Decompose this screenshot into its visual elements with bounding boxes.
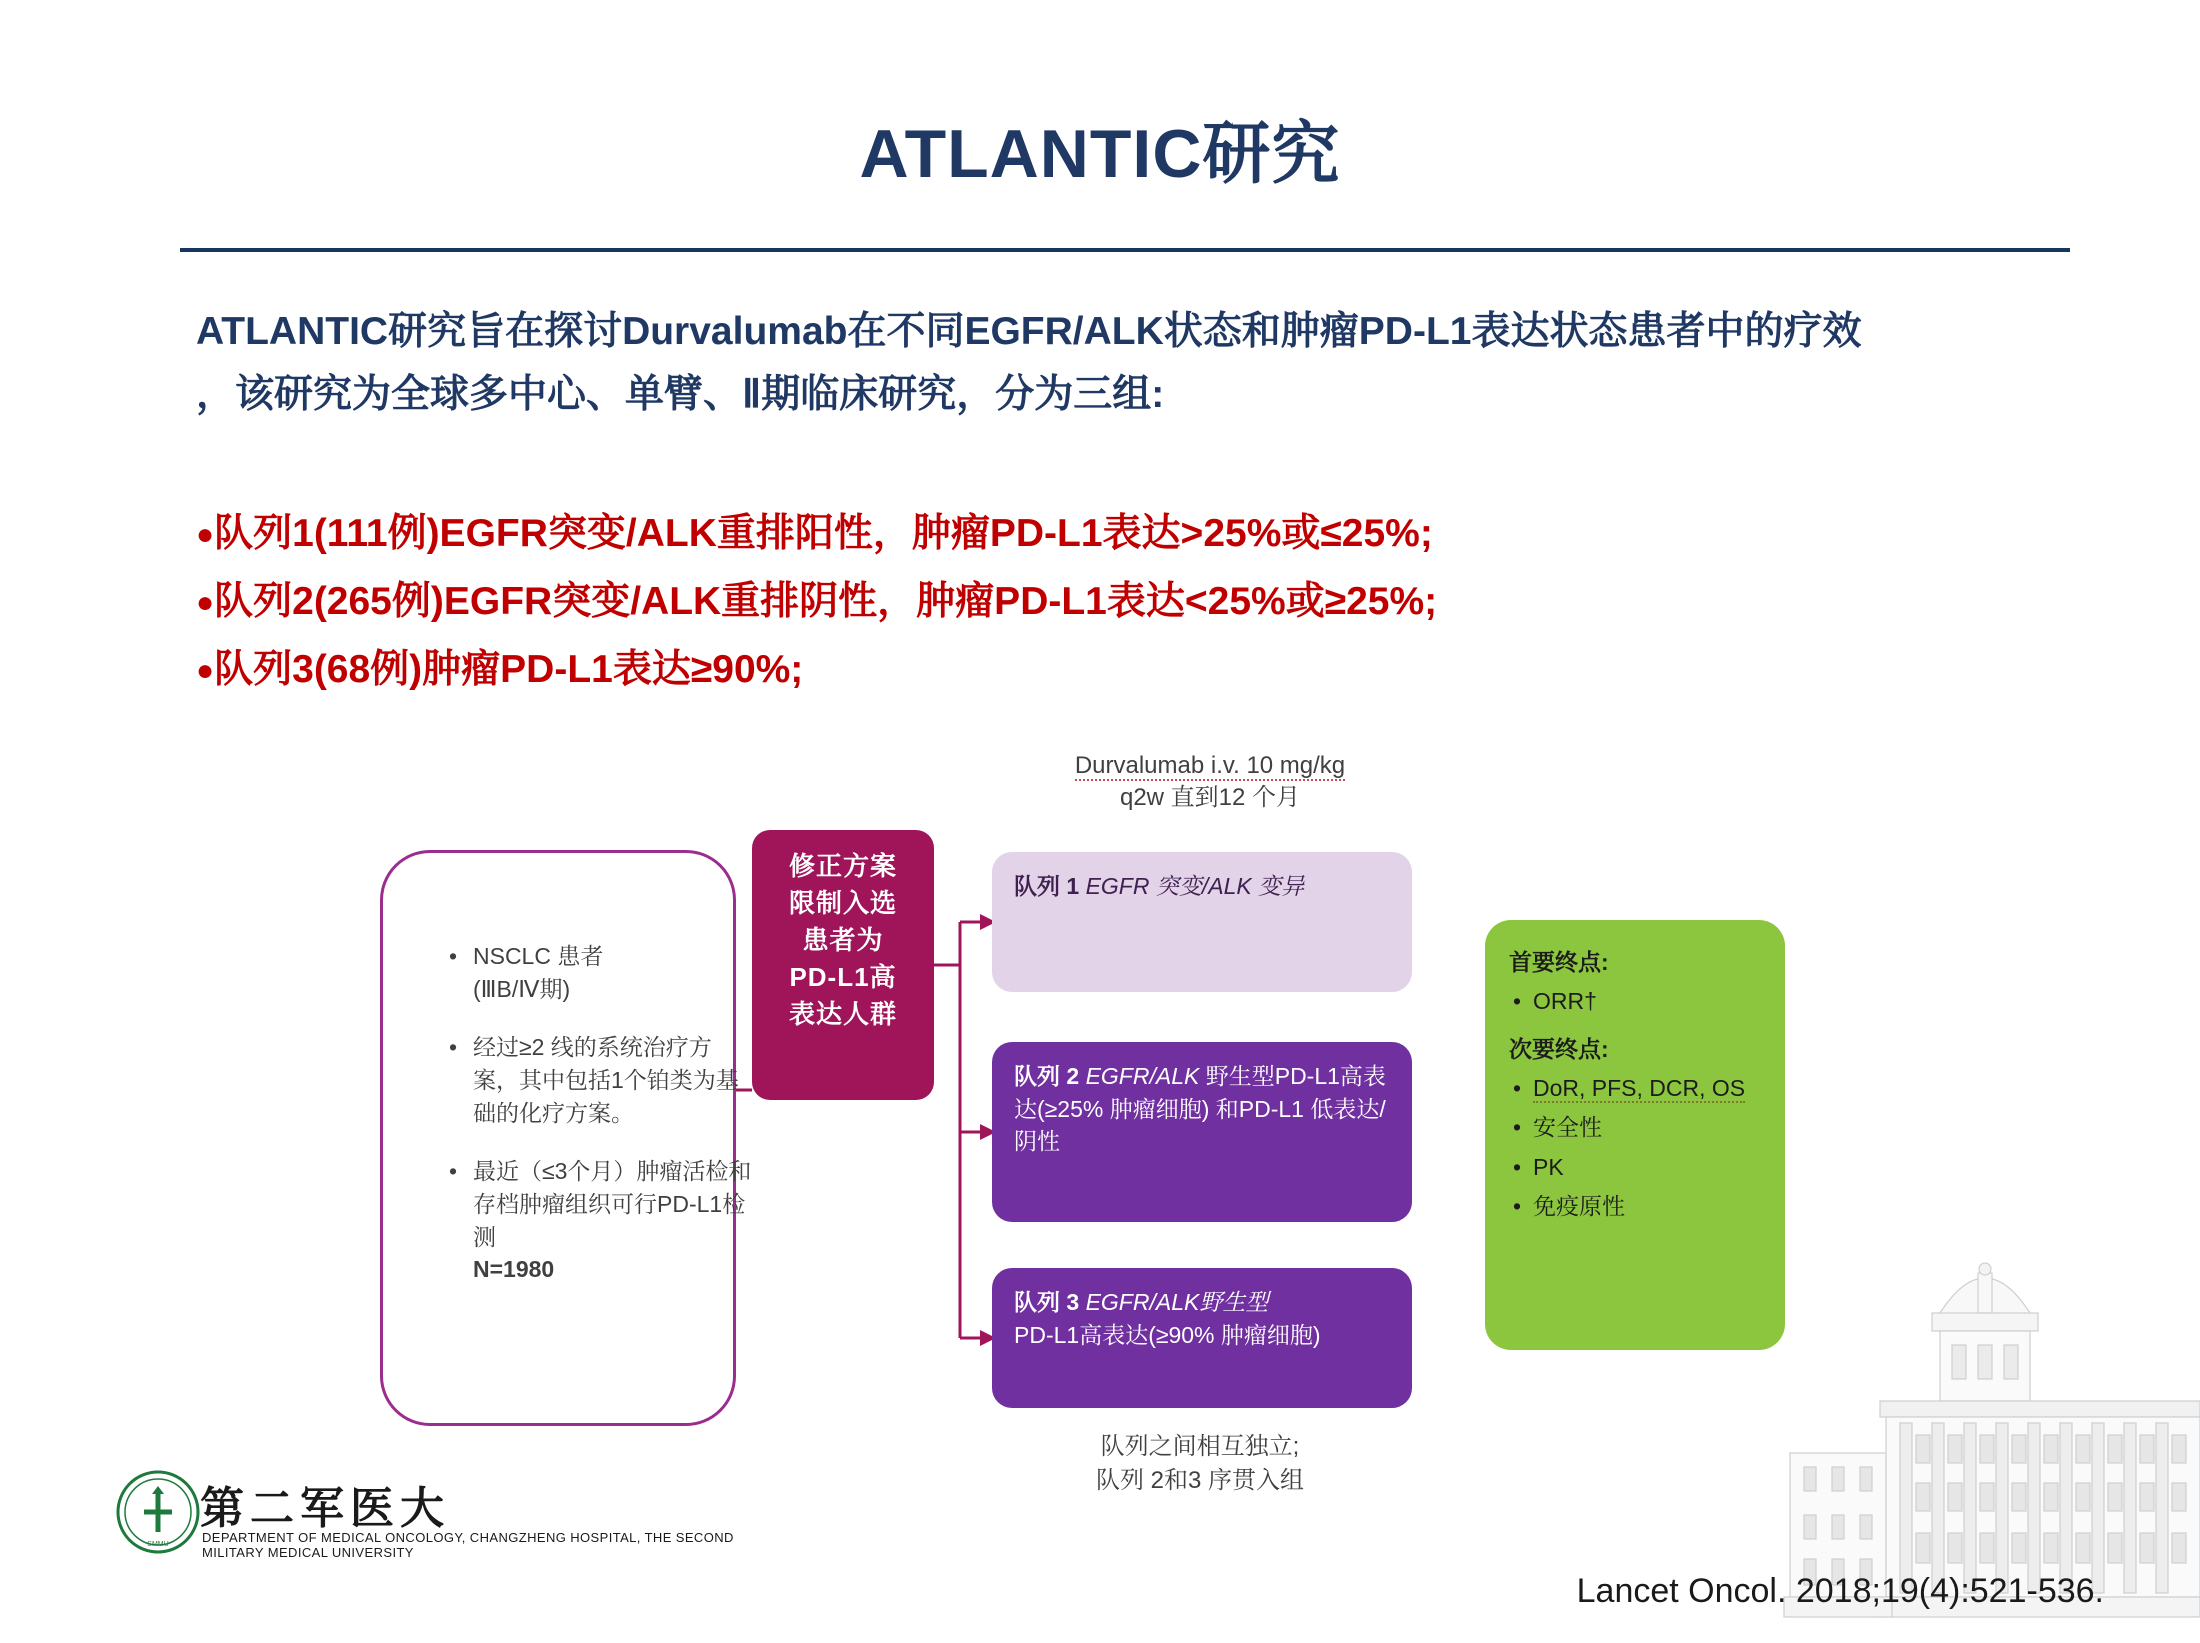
diagram-footnote	[980, 1430, 1420, 1497]
building-watermark-image	[1580, 1123, 2200, 1643]
primary-endpoint-1: ORR†	[1533, 988, 1597, 1015]
title-divider	[180, 248, 2070, 252]
secondary-endpoint-1: DoR, PFS, DCR, OS	[1533, 1075, 1746, 1102]
lead-line-1: ATLANTIC研究旨在探讨Durvalumab在不同EGFR/ALK状态和肿瘤PD-L1表达状态患者中的疗效	[196, 310, 1862, 353]
cohort-3-gene: EGFR/ALK野生型	[1085, 1289, 1269, 1315]
patient-eligibility-box	[380, 850, 752, 1426]
reference-citation: Lancet Oncol. 2018;19(4):521-536.	[1576, 1572, 2104, 1610]
secondary-endpoint-4: 免疫原性	[1533, 1193, 1625, 1220]
patient-criteria-list	[407, 940, 757, 1312]
primary-endpoints-title: 首要终点:	[1509, 949, 1609, 975]
amendment-line-3: 患者为	[802, 924, 884, 955]
primary-endpoints-list	[1509, 985, 1761, 1018]
bullet-text-1: 队列1(111例)EGFR突变/ALK重排阳性，肿瘤PD-L1表达>25%或≤25%;	[214, 512, 1433, 555]
list-item	[447, 1031, 757, 1129]
secondary-endpoints-title: 次要终点:	[1509, 1035, 1609, 1062]
footnote-line-1: 队列之间相互独立;	[1100, 1433, 1300, 1460]
cohort-2-text: 野生型PD-L1高表达(≥25% 肿瘤细胞) 和PD-L1 低表达/阴性	[1014, 1063, 1386, 1155]
cohort-3-text: PD-L1高表达(≥90% 肿瘤细胞)	[1014, 1321, 1321, 1348]
cohort-3-label: 队列 3	[1014, 1289, 1080, 1315]
criteria-3: 最近（≤3个月）肿瘤活检和存档肿瘤组织可行PD-L1检测	[473, 1158, 752, 1250]
page-title: ATLANTIC研究	[859, 116, 1341, 192]
footnote-line-2: 队列 2和3 序贯入组	[1095, 1466, 1305, 1494]
amendment-line-1: 修正方案	[788, 851, 897, 881]
bullet-dot-icon: ●	[196, 585, 215, 619]
cohort-2-gene: EGFR/ALK	[1085, 1063, 1200, 1089]
secondary-endpoint-3: PK	[1533, 1153, 1564, 1180]
lead-line-2: ，该研究为全球多中心、单臂、Ⅱ期临床研究，分为三组:	[196, 373, 1165, 417]
list-item	[196, 500, 2076, 568]
list-item	[196, 636, 2076, 704]
bullet-dot-icon: ●	[196, 518, 215, 551]
cohort-bullet-list	[196, 500, 2076, 704]
dosing-line-2: q2w 直到12 个月	[1119, 784, 1301, 812]
list-item	[1509, 1072, 1761, 1105]
bullet-dot-icon: ●	[196, 653, 215, 687]
list-item	[196, 568, 2076, 636]
list-item	[447, 940, 757, 1005]
logo-english-name: DEPARTMENT OF MEDICAL ONCOLOGY, CHANGZHENG HOSPITAL, THE SECOND MILITARY MEDICAL UNIVERSITY	[202, 1530, 734, 1560]
secondary-endpoint-2: 安全性	[1533, 1114, 1602, 1141]
criteria-2: 经过≥2 线的系统治疗方案，其中包括1个铂类为基础的化疗方案。	[473, 1034, 739, 1126]
cohort-1-box	[992, 852, 1412, 992]
svg-text:SMMU: SMMU	[147, 1541, 169, 1548]
list-item	[1509, 985, 1761, 1018]
criteria-1-line1: NSCLC 患者	[473, 943, 604, 969]
amendment-line-4: PD-L1高	[789, 961, 897, 992]
criteria-1-line2: (ⅢB/Ⅳ期)	[473, 975, 571, 1002]
dosing-line-1: Durvalumab i.v. 10 mg/kg	[1074, 752, 1346, 779]
bullet-text-3: 队列3(68例)肿瘤PD-L1表达≥90%;	[214, 647, 804, 691]
list-item	[447, 1155, 757, 1286]
cohort-3-box	[992, 1268, 1412, 1408]
amendment-line-2: 限制入选	[788, 887, 897, 918]
logo-chinese-name: 第二军医大	[200, 1484, 450, 1533]
amendment-line-5: 表达人群	[788, 998, 897, 1029]
protocol-amendment-box	[752, 830, 934, 1100]
bullet-text-2: 队列2(265例)EGFR突变/ALK重排阴性，肿瘤PD-L1表达<25%或≥25%;	[214, 579, 1438, 623]
cohort-1-label: 队列 1	[1014, 873, 1080, 899]
criteria-3-n: N=1980	[473, 1256, 555, 1283]
cohort-1-text: EGFR 突变/ALK 变异	[1085, 873, 1305, 899]
cohort-2-box	[992, 1042, 1412, 1222]
cohort-2-label: 队列 2	[1014, 1063, 1080, 1089]
lead-paragraph	[196, 300, 2076, 426]
dosing-annotation	[980, 750, 1440, 815]
